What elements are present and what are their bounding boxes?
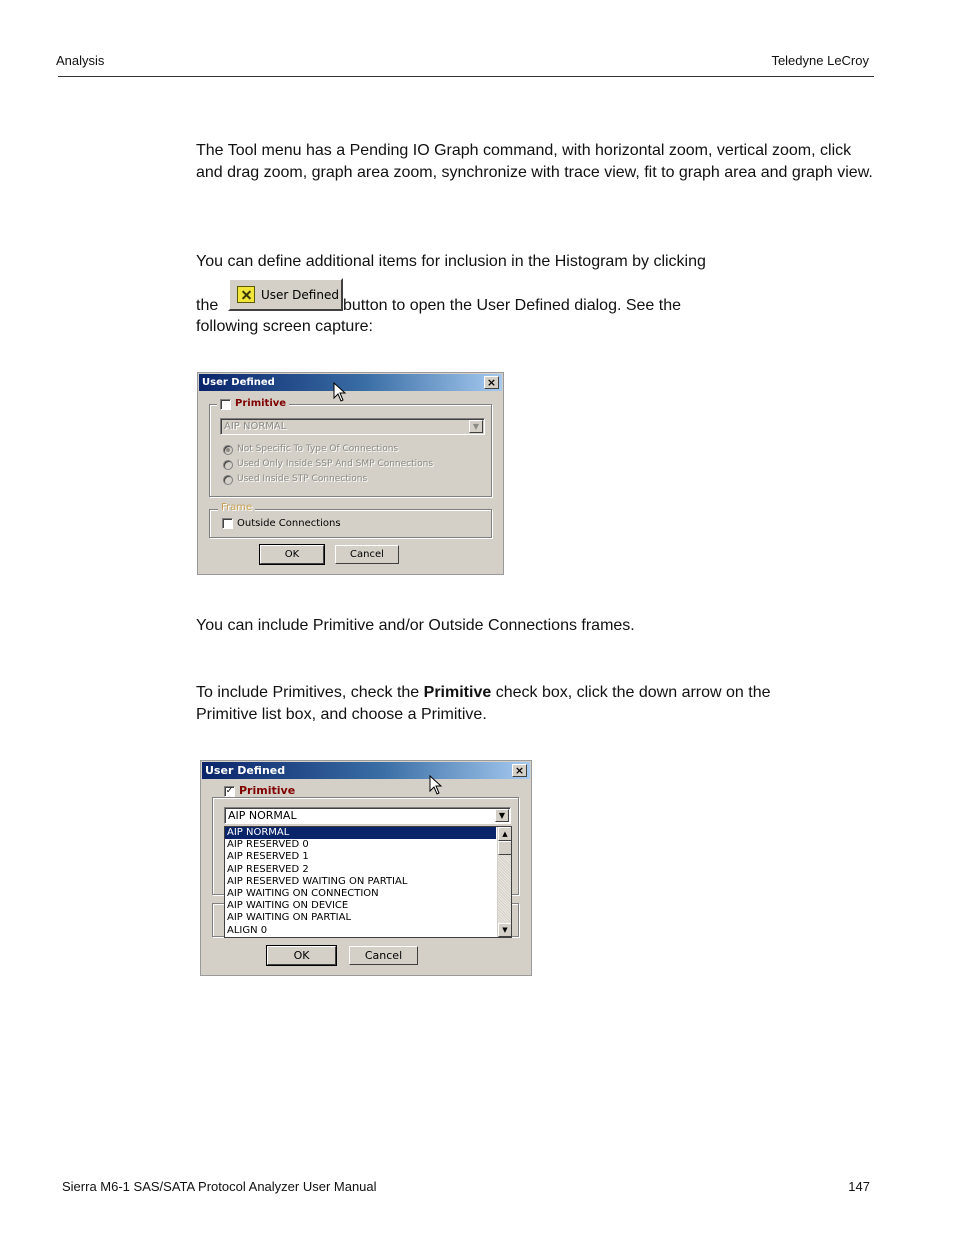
close-icon[interactable]: ×: [484, 376, 499, 389]
primitive-label: Primitive: [235, 398, 287, 409]
list-item[interactable]: AIP WAITING ON CONNECTION: [227, 887, 379, 899]
scroll-thumb[interactable]: [498, 841, 512, 855]
header-left: Analysis: [56, 53, 105, 68]
page-number: 147: [848, 1179, 870, 1194]
paragraph-the: the: [196, 297, 219, 314]
radio-button[interactable]: [223, 445, 233, 455]
primitive-checkbox[interactable]: ✓: [225, 785, 234, 796]
paragraph-define-items: You can define additional items for inclusion in the Histogram by clicking: [196, 253, 706, 270]
header-right: Teledyne LeCroy: [771, 53, 869, 68]
primitive-checkbox[interactable]: [220, 399, 231, 410]
radio-ssp-smp[interactable]: [223, 459, 433, 470]
primitive-legend[interactable]: [217, 398, 289, 410]
dialog-title-bar: [202, 762, 530, 779]
primitive-combo[interactable]: [220, 418, 485, 435]
primitive-combo[interactable]: [224, 807, 511, 824]
user-defined-icon: [237, 286, 255, 303]
list-items: [225, 827, 496, 937]
cancel-button[interactable]: Cancel: [335, 545, 399, 564]
primitive-legend[interactable]: [221, 785, 298, 797]
header-rule: [58, 76, 874, 77]
user-defined-dialog-expanded: [200, 760, 532, 976]
list-item[interactable]: AIP RESERVED WAITING ON PARTIAL: [227, 875, 408, 887]
paragraph-text: To include Primitives, check the: [196, 684, 424, 701]
paragraph-include-frames: You can include Primitive and/or Outside Connections frames.: [196, 617, 635, 634]
ok-button[interactable]: OK: [267, 946, 336, 965]
close-icon[interactable]: ×: [512, 764, 527, 777]
radio-not-specific[interactable]: [223, 444, 398, 455]
list-item[interactable]: AIP RESERVED 2: [227, 863, 309, 875]
user-defined-button-label: User Defined: [261, 287, 339, 302]
primitive-bold-text: Primitive: [423, 684, 492, 701]
dialog-title: User Defined: [202, 377, 275, 388]
paragraph-primitive-list: Primitive list box, and choose a Primitive.: [196, 706, 487, 723]
list-item-selected[interactable]: AIP NORMAL: [225, 827, 496, 839]
radio-button[interactable]: [223, 460, 233, 470]
radio-button[interactable]: [223, 475, 233, 485]
dialog-title: User Defined: [205, 764, 286, 777]
outside-connections-checkbox[interactable]: [222, 518, 233, 529]
list-item[interactable]: ALIGN 0: [227, 924, 268, 936]
radio-stp[interactable]: [223, 474, 367, 485]
list-item[interactable]: AIP RESERVED 0: [227, 839, 309, 851]
list-scrollbar[interactable]: [497, 827, 511, 937]
outside-connections-option[interactable]: [222, 518, 341, 529]
scroll-up-icon[interactable]: ▲: [498, 827, 512, 841]
list-item[interactable]: AIP RESERVED 1: [227, 851, 309, 863]
paragraph-tool-menu: The Tool menu has a Pending IO Graph command, with horizontal zoom, vertical zoom, click and drag zoom, graph area zoom, synchronize with trace view, fit to graph area and graph view.: [196, 142, 873, 181]
mouse-pointer-icon: [333, 382, 347, 402]
primitive-combo-value: AIP NORMAL: [228, 809, 297, 822]
mouse-pointer-icon: [429, 775, 443, 795]
primitive-label: Primitive: [239, 784, 296, 797]
scroll-down-icon[interactable]: ▼: [498, 923, 512, 937]
paragraph-open-dialog: button to open the User Defined dialog. See the: [343, 297, 682, 314]
chevron-down-icon[interactable]: ▼: [469, 420, 483, 433]
primitive-combo-value: AIP NORMAL: [224, 421, 287, 432]
radio-label: Used Only Inside SSP And SMP Connections: [237, 459, 434, 469]
radio-label: Used Inside STP Connections: [237, 474, 368, 484]
cancel-button[interactable]: Cancel: [349, 946, 418, 965]
user-defined-button[interactable]: [228, 278, 343, 311]
outside-connections-label: Outside Connections: [237, 518, 341, 529]
user-defined-dialog: [197, 372, 504, 575]
radio-label: Not Specific To Type Of Connections: [237, 444, 399, 454]
frame-legend: [218, 502, 255, 514]
ok-button[interactable]: OK: [260, 545, 324, 564]
dialog-title-bar: [199, 374, 502, 391]
paragraph-text: check box, click the down arrow on the: [491, 684, 771, 701]
chevron-down-icon[interactable]: ▼: [495, 809, 509, 822]
footer-left: Sierra M6-1 SAS/SATA Protocol Analyzer User Manual: [62, 1179, 377, 1194]
paragraph-include-primitives: [196, 682, 876, 704]
list-item[interactable]: AIP WAITING ON PARTIAL: [227, 912, 352, 924]
paragraph-following: following screen capture:: [196, 318, 373, 335]
list-item[interactable]: AIP WAITING ON DEVICE: [227, 900, 349, 912]
frame-label: Frame: [221, 502, 253, 513]
primitive-dropdown-list[interactable]: [224, 826, 512, 938]
